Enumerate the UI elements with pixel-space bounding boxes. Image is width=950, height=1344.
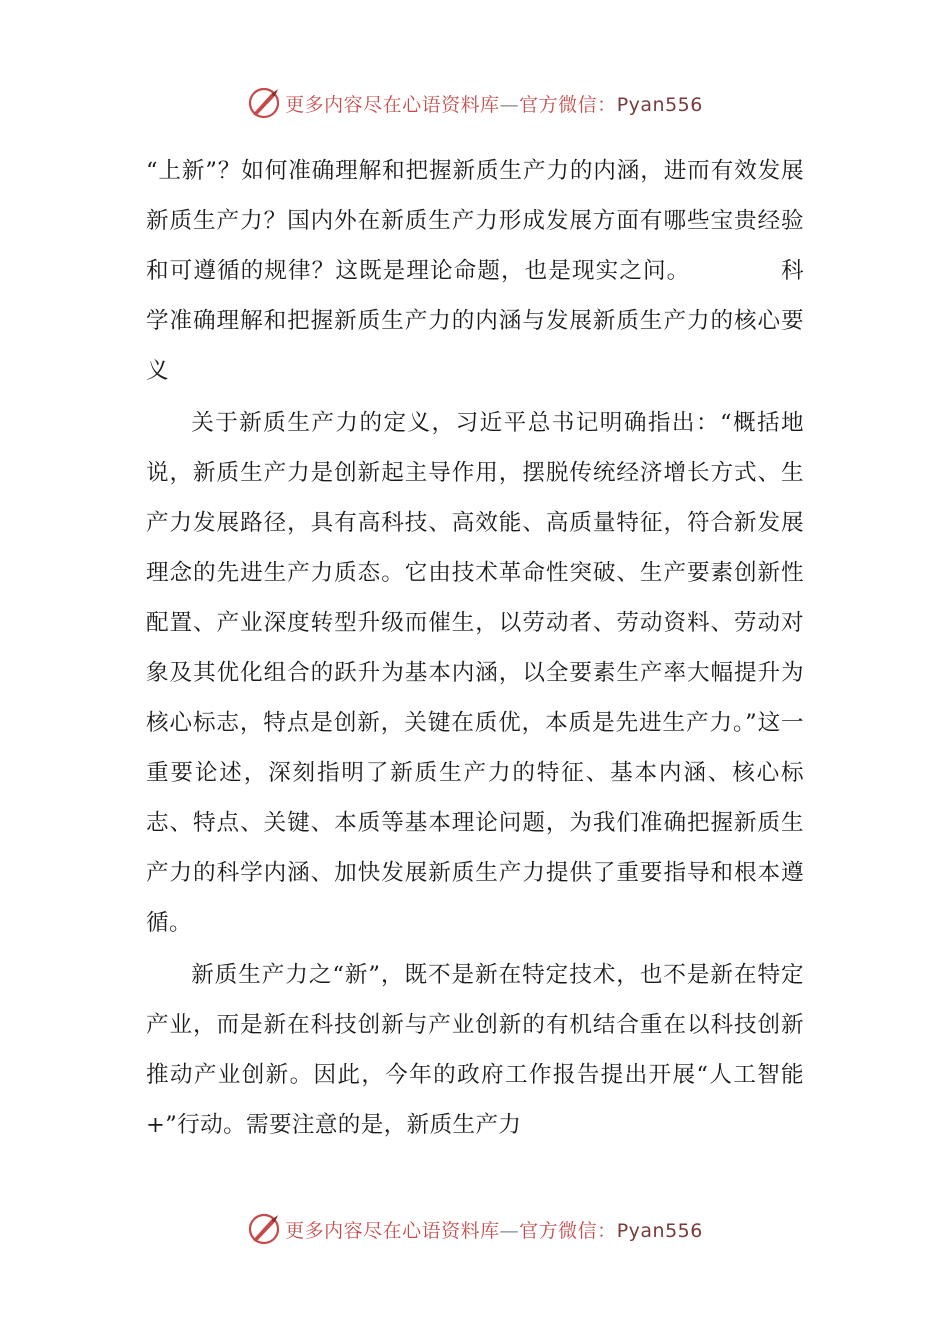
footer-official-label: 官方微信： <box>519 1219 617 1242</box>
header-site-name: 更多内容尽在心语资料库 <box>285 93 500 116</box>
footer-banner-text <box>285 1216 703 1243</box>
header-separator: — <box>499 93 520 116</box>
quill-logo-icon <box>247 86 281 120</box>
section-heading: 科学准确理解和把握新质生产力的内涵与发展新质生产力的核心要义 <box>146 258 804 384</box>
paragraph-intro <box>146 146 804 396</box>
header-official-label: 官方微信： <box>519 93 617 116</box>
document-body <box>146 146 804 1150</box>
paragraph-new: 新质生产力之“新”，既不是新在特定技术，也不是新在特定产业，而是新在科技创新与产业创新的有机结合重在以科技创新推动产业创新。因此，今年的政府工作报告提出开展“人工智能+”行动。需要注意的是，新质生产力 <box>146 962 804 1138</box>
header-banner <box>0 83 950 123</box>
quill-logo-icon <box>247 1212 281 1246</box>
footer-banner <box>0 1209 950 1249</box>
header-wechat-id: Pyan556 <box>616 93 703 116</box>
header-banner-text <box>285 90 703 117</box>
footer-separator: — <box>499 1219 520 1242</box>
paragraph-intro-text: “上新”？如何准确理解和把握新质生产力的内涵，进而有效发展新质生产力？国内外在新质生产力形成发展方面有哪些宝贵经验和可遵循的规律？这既是理论命题，也是现实之问。 <box>146 158 804 284</box>
footer-wechat-id: Pyan556 <box>616 1219 703 1242</box>
footer-site-name: 更多内容尽在心语资料库 <box>285 1219 500 1242</box>
paragraph-definition: 关于新质生产力的定义，习近平总书记明确指出：“概括地说，新质生产力是创新起主导作用，摆脱传统经济增长方式、生产力发展路径，具有高科技、高效能、高质量特征，符合新发展理念的先进生产力质态。它由技术革命性突破、生产要素创新性配置、产业深度转型升级而催生，以劳动者、劳动资料、劳动对象及其优化组合的跃升为基本内涵，以全要素生产率大幅提升为核心标志，特点是创新，关键在质优，本质是先进生产力。”这一重要论述，深刻指明了新质生产力的特征、基本内涵、核心标志、特点、关键、本质等基本理论问题，为我们准确把握新质生产力的科学内涵、加快发展新质生产力提供了重要指导和根本遵循。 <box>146 410 804 936</box>
